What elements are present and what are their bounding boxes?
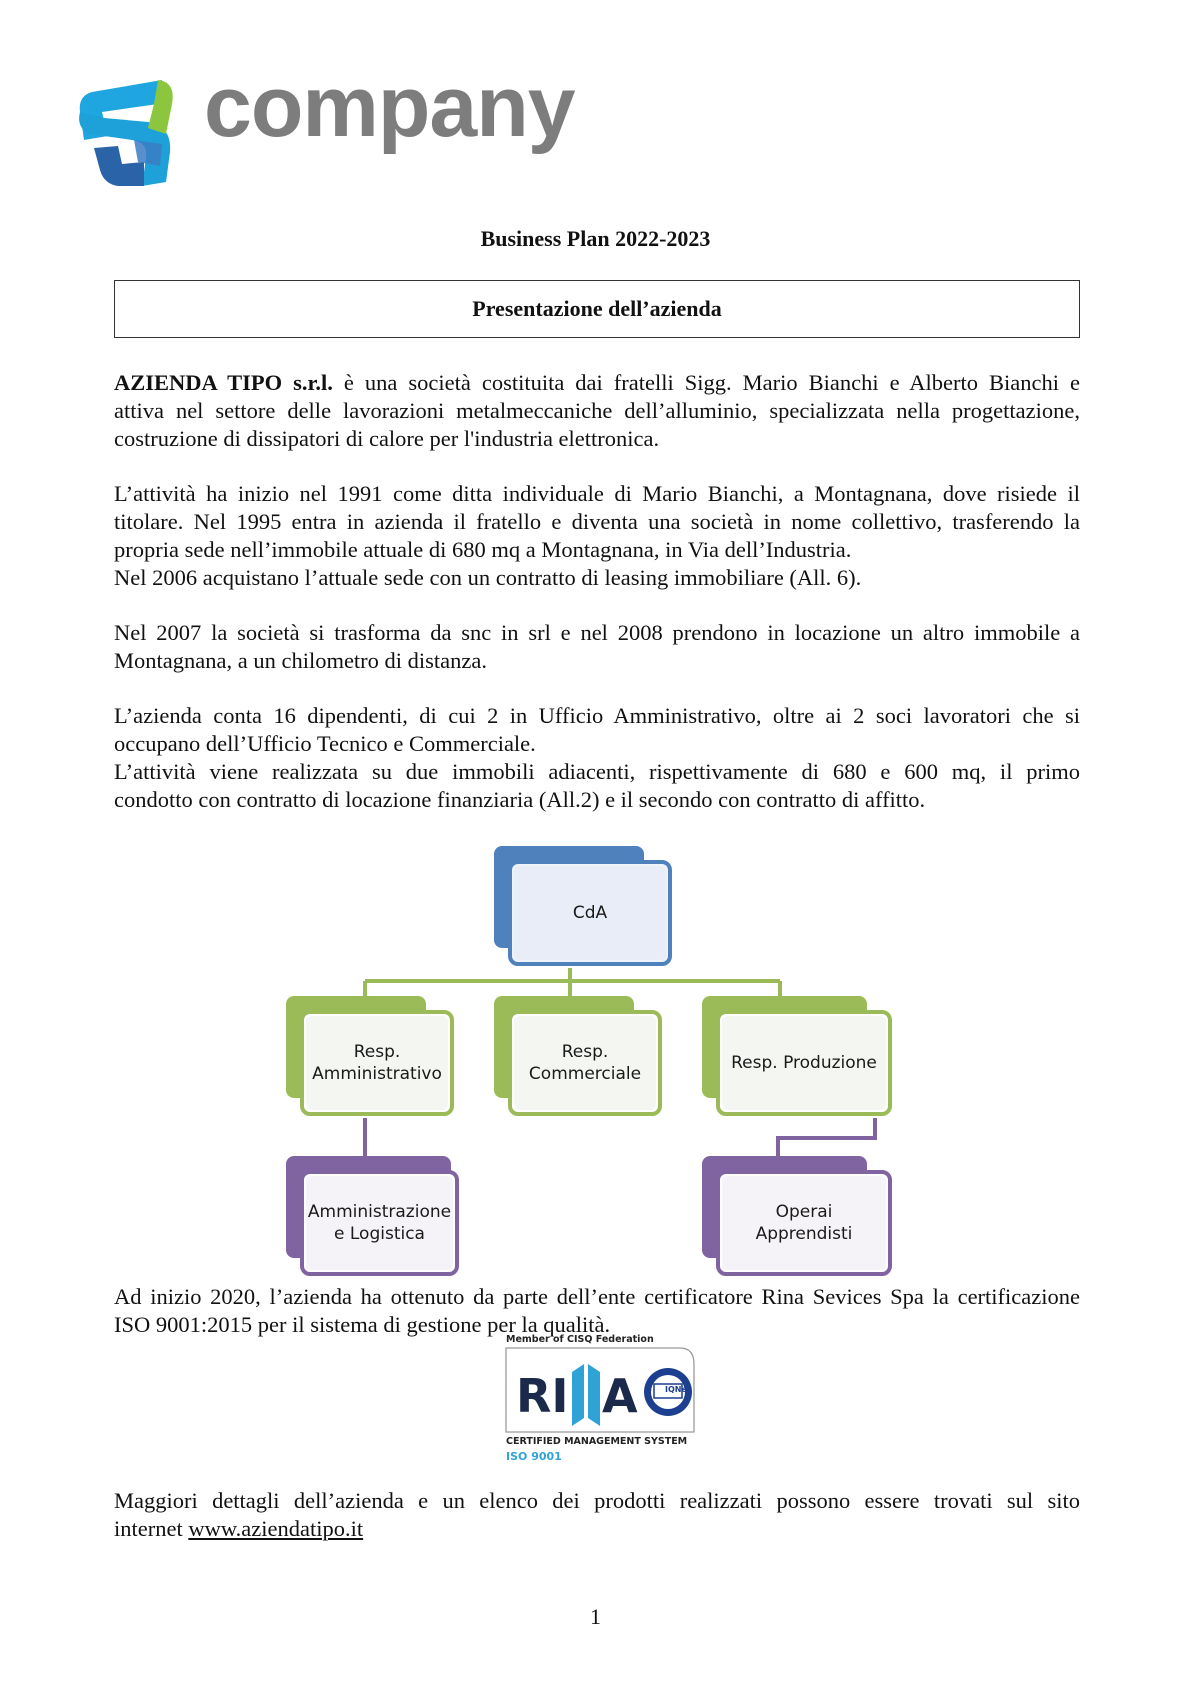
paragraph-transformation — [114, 619, 1080, 675]
paragraph-line: L’azienda conta 16 dipendenti, di cui 2 in Ufficio Amministrativo, oltre ai 2 soci lavoratori che si — [114, 703, 1080, 728]
page-number: 1 — [590, 1604, 601, 1629]
paragraph-line: Ad inizio 2020, l’azienda ha ottenuto da parte dell’ente certificatore Rina Sevices Spa la certificazione — [114, 1284, 1080, 1309]
paragraph-line: propria sede nell’immobile attuale di 680 mq a Montagnana, in Via dell’Industria. — [114, 537, 852, 562]
node-production-label: Resp. Produzione — [731, 1053, 877, 1073]
paragraph-line: occupano dell’Ufficio Tecnico e Commerciale. — [114, 731, 536, 756]
section-title: Presentazione dell’azienda — [472, 296, 722, 321]
paragraph-line: ISO 9001:2015 per il sistema di gestione per la qualità. — [114, 1312, 611, 1337]
rina-member-text: Member of CISQ Federation — [506, 1334, 654, 1345]
node-admin-label: Resp. Amministrativo — [312, 1042, 442, 1084]
company-logo — [74, 59, 575, 188]
section-title-box — [114, 280, 1080, 338]
rina-certified-text: CERTIFIED MANAGEMENT SYSTEM — [506, 1436, 688, 1447]
rina-iso-text: ISO 9001 — [506, 1450, 562, 1463]
svg-text:A: A — [602, 1369, 638, 1423]
document-title: Business Plan 2022-2023 — [480, 226, 711, 251]
paragraph-history — [114, 480, 1080, 592]
paragraph-line: è una società costituita dai fratelli Sigg. Mario Bianchi e Alberto Bianchi e — [332, 370, 1080, 395]
paragraph-line: internet — [114, 1516, 189, 1541]
node-cda-label: CdA — [572, 903, 608, 923]
node-workers-label: Operai Apprendisti — [755, 1202, 853, 1244]
paragraph-line: L’attività ha inizio nel 1991 come ditta individuale di Mario Bianchi, a Montagnana, dove risiede il — [114, 481, 1080, 506]
paragraph-line: Maggiori dettagli dell’azienda e un elenco dei prodotti realizzati possono essere trovati sul sito — [114, 1488, 1080, 1513]
paragraph-line: L’attività viene realizzata su due immobili adiacenti, rispettivamente di 680 e 600 mq, il primo — [114, 759, 1080, 784]
paragraph-line: Montagnana, a un chilometro di distanza. — [114, 648, 488, 673]
website-link[interactable]: www.aziendatipo.it — [188, 1516, 364, 1541]
node-admin-logistics-label: Amministrazione e Logistica — [307, 1202, 452, 1244]
rina-certification-badge — [502, 1334, 702, 1463]
org-chart — [270, 838, 900, 1288]
paragraph-line: Nel 2007 la società si trasforma da snc in srl e nel 2008 prendono in locazione un altro immobile a — [114, 620, 1080, 645]
svg-text:RI: RI — [516, 1369, 569, 1423]
node-commercial-label: Resp. Commerciale — [528, 1042, 642, 1084]
paragraph-line: titolare. Nel 1995 entra in azienda il fratello e diventa una società in nome collettivo, trasferendo la — [114, 509, 1080, 534]
company-name: AZIENDA TIPO s.r.l. — [114, 370, 333, 395]
company-logo-wordmark: company — [204, 59, 575, 155]
paragraph-certification — [114, 1283, 1080, 1339]
company-logo-mark-icon — [74, 78, 204, 188]
connector-production-workers — [778, 1118, 875, 1156]
rina-iqnet-seal-text: IQNet — [665, 1385, 691, 1394]
paragraph-line: Nel 2006 acquistano l’attuale sede con un contratto di leasing immobiliare (All. 6). — [114, 565, 862, 590]
paragraph-line: attiva nel settore delle lavorazioni metalmeccaniche dell’alluminio, specializzata nella progettazione, — [114, 398, 1080, 423]
paragraph-employees — [114, 702, 1080, 814]
paragraph-line: costruzione di dissipatori di calore per l'industria elettronica. — [114, 426, 660, 451]
paragraph-website — [114, 1487, 1080, 1543]
paragraph-line: condotto con contratto di locazione finanziaria (All.2) e il secondo con contratto di affitto. — [114, 787, 926, 812]
paragraph-intro — [114, 369, 1080, 453]
connector-cda-managers — [365, 968, 780, 998]
